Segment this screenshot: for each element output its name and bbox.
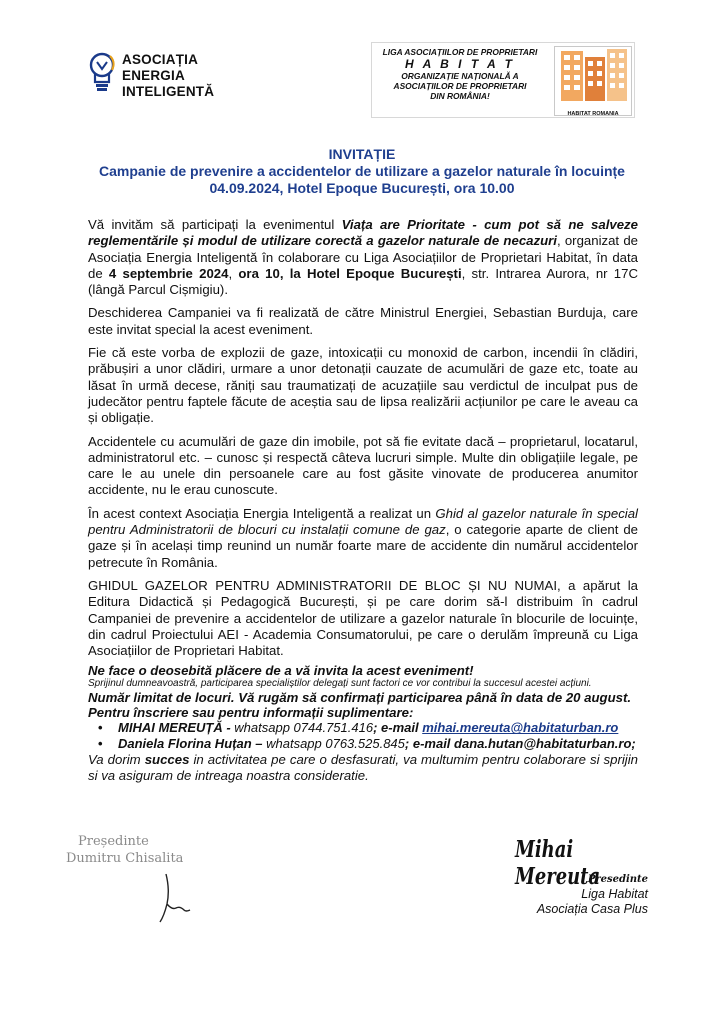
logo-right-line-1: LIGA ASOCIAȚIILOR DE PROPRIETARI	[382, 47, 538, 57]
p5-text-b: , o categorie aparte de client de gaze și în același timp reunind un număr foarte mare de accidente din numărul accidentelor petrecute în România.	[88, 522, 638, 570]
building-icon	[555, 47, 631, 105]
contact-phone: whatsapp 0763.525.845	[266, 736, 405, 752]
logo-left-text	[122, 52, 214, 100]
contact-phone: whatsapp 0744.751.416	[234, 720, 374, 736]
contact-list	[88, 720, 638, 752]
logo-right-text	[372, 47, 548, 101]
signature-right-role: Presedinte	[587, 874, 648, 885]
contact-email-link[interactable]: dana.hutan@habitaturban.ro	[454, 736, 632, 752]
campaign-subtitle: Campanie de prevenire a accidentelor de utilizare a gazelor naturale în locuințe	[99, 163, 625, 179]
p1-text-a: Vă invităm să participați la evenimentul	[88, 217, 342, 232]
contact-name: Daniela Florina Huțan	[118, 736, 252, 752]
signature-left	[66, 833, 183, 867]
closing-support: Sprijinul dumneavoastră, participarea specialiștilor delegați sunt factori ce vor contribui la succesul acestei acțiuni.	[88, 678, 592, 690]
event-time-place: ora 10, la Hotel Epoque București	[238, 265, 462, 281]
handwritten-signature-left	[146, 870, 192, 930]
p5-text-a: În acest context Asociația Energia Inteligentă a realizat un	[88, 505, 436, 521]
logo-asociatia-energia-inteligenta	[88, 46, 238, 106]
closing-wish	[88, 752, 638, 784]
contact-end: ;	[631, 736, 636, 752]
signature-left-name: Dumitru Chisalita	[66, 851, 184, 866]
signature-right-org-1: Liga Habitat	[581, 887, 648, 901]
signature-left-role: Președinte	[78, 834, 149, 849]
contact-email-link[interactable]: mihai.mereuta@habitaturban.ro	[422, 720, 619, 736]
body-text	[88, 217, 638, 784]
guide-title: Ghid al gazelor naturale în special pentru Administratorii de blocuri cu instalații comune de gaz	[88, 505, 638, 538]
paragraph-prevention: Accidentele cu acumulări de gaze din imobile, pot să fie evitate dacă – proprietarul, locatarul, administratorul etc. – cunosc și respectă câteva lucruri simple. Multe din obligațiile legale, pe care le au unele din persoanele care au fost găsite vinovate de producerea anumitor accidente, nu le erau cunoscute.	[88, 433, 638, 498]
paragraph-accidents: Fie că este vorba de explozii de gaze, intoxicații cu monoxid de carbon, incendii în clădiri, prăbușiri a unor clădiri, urmare a unor detonații cauzate de acumulări de gaze etc, toate au lăsat în urmă decese, răniți sau traumatizați de acuzațiile sau verdictul de inculpat pus de judecător pentru faptele făcute de aceștia sau de lipsa realizării acțiunilor pe care le aveau ca și obligație.	[88, 345, 638, 426]
wish-text-a: Va dorim	[88, 752, 145, 768]
p1-text-c: ,	[228, 265, 239, 281]
contact-email-label: ; e-mail	[404, 736, 455, 752]
p1-text-d: , str. Intrarea Aurora, nr 17C (lângă Parcul Cișmigiu).	[88, 265, 638, 298]
paragraph-guide	[88, 506, 638, 571]
paragraph-invitation	[88, 217, 638, 298]
logo-right-line-4: ASOCIAȚIILOR DE PROPRIETARI	[393, 81, 527, 91]
closing-limited: Număr limitat de locuri. Vă rugăm să confirmați participarea până în data de 20 august.	[88, 690, 632, 706]
signature-right-org-2: Asociația Casa Plus	[536, 902, 648, 916]
contact-email-label: ; e-mail	[373, 720, 423, 736]
p1-text-b: , organizat de Asociația Energia Inteligentă în colaborare cu Liga Asociațiilor de Proprietari Habitat, în data de	[88, 233, 638, 281]
event-date-line: 04.09.2024, Hotel Epoque București, ora 10.00	[209, 180, 515, 196]
contact-item	[88, 720, 638, 736]
logo-liga-habitat	[371, 42, 635, 118]
lightbulb-icon	[88, 52, 116, 96]
paragraph-guide-distribution: GHIDUL GAZELOR PENTRU ADMINISTRATORII DE BLOC ȘI NU NUMAI, a apărut la Editura Didactică și Pedagogică București, și pe care dorim să-l distribuim în cadrul Campaniei de prevenire a accidentelor de utilizare a gazelor naturale în blocurile de locuințe, din cadrul Proiectului AEI - Academia Consumatorului, pe care o derulăm împreună cu Liga Asociațiilor de Proprietari Habitat.	[88, 577, 638, 659]
event-date: 4 septembrie 2024	[108, 265, 229, 281]
contact-sep: -	[222, 720, 235, 736]
event-name: Viața are Prioritate - cum pot să ne salveze reglementările și modul de utilizare corectă a gazelor naturale de necazuri	[88, 217, 638, 249]
handwritten-signature-right: Mihai Mereuta	[515, 836, 601, 890]
logo-left-line-3: INTELIGENTĂ	[122, 84, 215, 99]
logo-right-line-5: DIN ROMÂNIA!	[430, 91, 490, 101]
closing-pleasure: Ne face o deosebită plăcere de a vă invita la acest eveniment!	[88, 663, 474, 679]
building-label: HABITAT ROMANIA	[567, 111, 619, 117]
logo-right-brand: H A B I T A T	[405, 57, 515, 71]
paragraph-opening: Deschiderea Campaniei va fi realizată de către Ministrul Energiei, Sebastian Burduja, care este invitat special la acest eveniment.	[88, 305, 638, 337]
invitation-heading: INVITAȚIE	[328, 146, 396, 162]
closing-signup: Pentru înscriere sau pentru informații suplimentare:	[88, 705, 414, 721]
logo-right-line-3: ORGANIZAȚIE NAȚIONALĂ A	[401, 71, 519, 81]
building-logo	[554, 46, 632, 116]
contact-name: MIHAI MEREUȚĂ	[118, 720, 223, 736]
title-block	[0, 146, 724, 197]
contact-sep: –	[251, 736, 267, 752]
logo-left-line-2: ENERGIA	[122, 68, 185, 83]
contact-item	[88, 736, 638, 752]
wish-text-b: in activitatea pe care o desfasurati, va multumim pentru colaborare si sprijin si va asiguram de intreaga noastra consideratie.	[88, 752, 638, 784]
signature-right-details	[528, 872, 648, 917]
logo-left-line-1: ASOCIAȚIA	[122, 52, 199, 67]
wish-success: succes	[144, 752, 190, 768]
